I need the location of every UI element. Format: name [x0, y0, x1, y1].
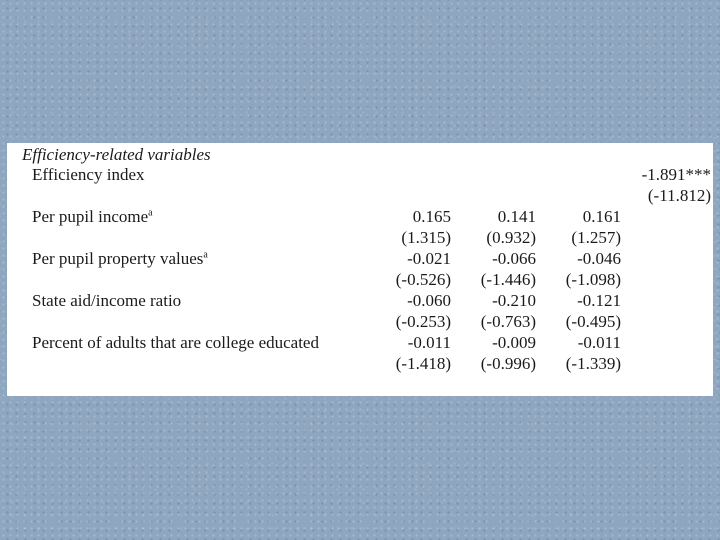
row-label-state-aid-income-ratio: State aid/income ratio	[32, 291, 182, 310]
footnote-marker: a	[148, 207, 153, 219]
tstat-property-values-col3: (-1.098)	[565, 270, 621, 289]
tstat-efficiency-index-col4: (-11.812)	[647, 186, 711, 205]
tstat-property-values-col2: (-1.446)	[480, 270, 536, 289]
coef-per-pupil-income-col2: 0.141	[497, 207, 536, 226]
coef-per-pupil-income-col1: 0.165	[412, 207, 451, 226]
coef-property-values-col1: -0.021	[407, 249, 451, 268]
row-label-per-pupil-property-values: Per pupil property values$^a$	[32, 249, 208, 268]
tstat-college-col3: (-1.339)	[565, 354, 621, 373]
coef-state-aid-col3: -0.121	[577, 291, 621, 310]
coef-property-values-col2: -0.066	[492, 249, 536, 268]
row-label-per-pupil-income: Per pupil income$^a$	[32, 207, 153, 226]
regression-table	[7, 143, 713, 396]
tstat-state-aid-col2: (-0.763)	[480, 312, 536, 331]
coef-state-aid-col1: -0.060	[407, 291, 451, 310]
tstat-per-pupil-income-col1: (1.315)	[401, 228, 451, 247]
coef-efficiency-index-col4: -1.891***	[641, 165, 711, 184]
coef-per-pupil-income-col3: 0.161	[582, 207, 621, 226]
coef-college-col2: -0.009	[492, 333, 536, 352]
tstat-property-values-col1: (-0.526)	[395, 270, 451, 289]
coef-state-aid-col2: -0.210	[492, 291, 536, 310]
row-label-efficiency-index: Efficiency index	[32, 165, 145, 184]
footnote-marker: a	[203, 249, 208, 261]
tstat-state-aid-col3: (-0.495)	[565, 312, 621, 331]
coef-college-col1: -0.011	[407, 333, 451, 352]
tstat-per-pupil-income-col2: (0.932)	[486, 228, 536, 247]
tstat-state-aid-col1: (-0.253)	[395, 312, 451, 331]
tstat-college-col1: (-1.418)	[395, 354, 451, 373]
tstat-per-pupil-income-col3: (1.257)	[571, 228, 621, 247]
coef-property-values-col3: -0.046	[577, 249, 621, 268]
coef-college-col3: -0.011	[577, 333, 621, 352]
tstat-college-col2: (-0.996)	[480, 354, 536, 373]
row-label-college-educated: Percent of adults that are college educated	[32, 333, 319, 352]
section-title: Efficiency-related variables	[22, 145, 211, 164]
